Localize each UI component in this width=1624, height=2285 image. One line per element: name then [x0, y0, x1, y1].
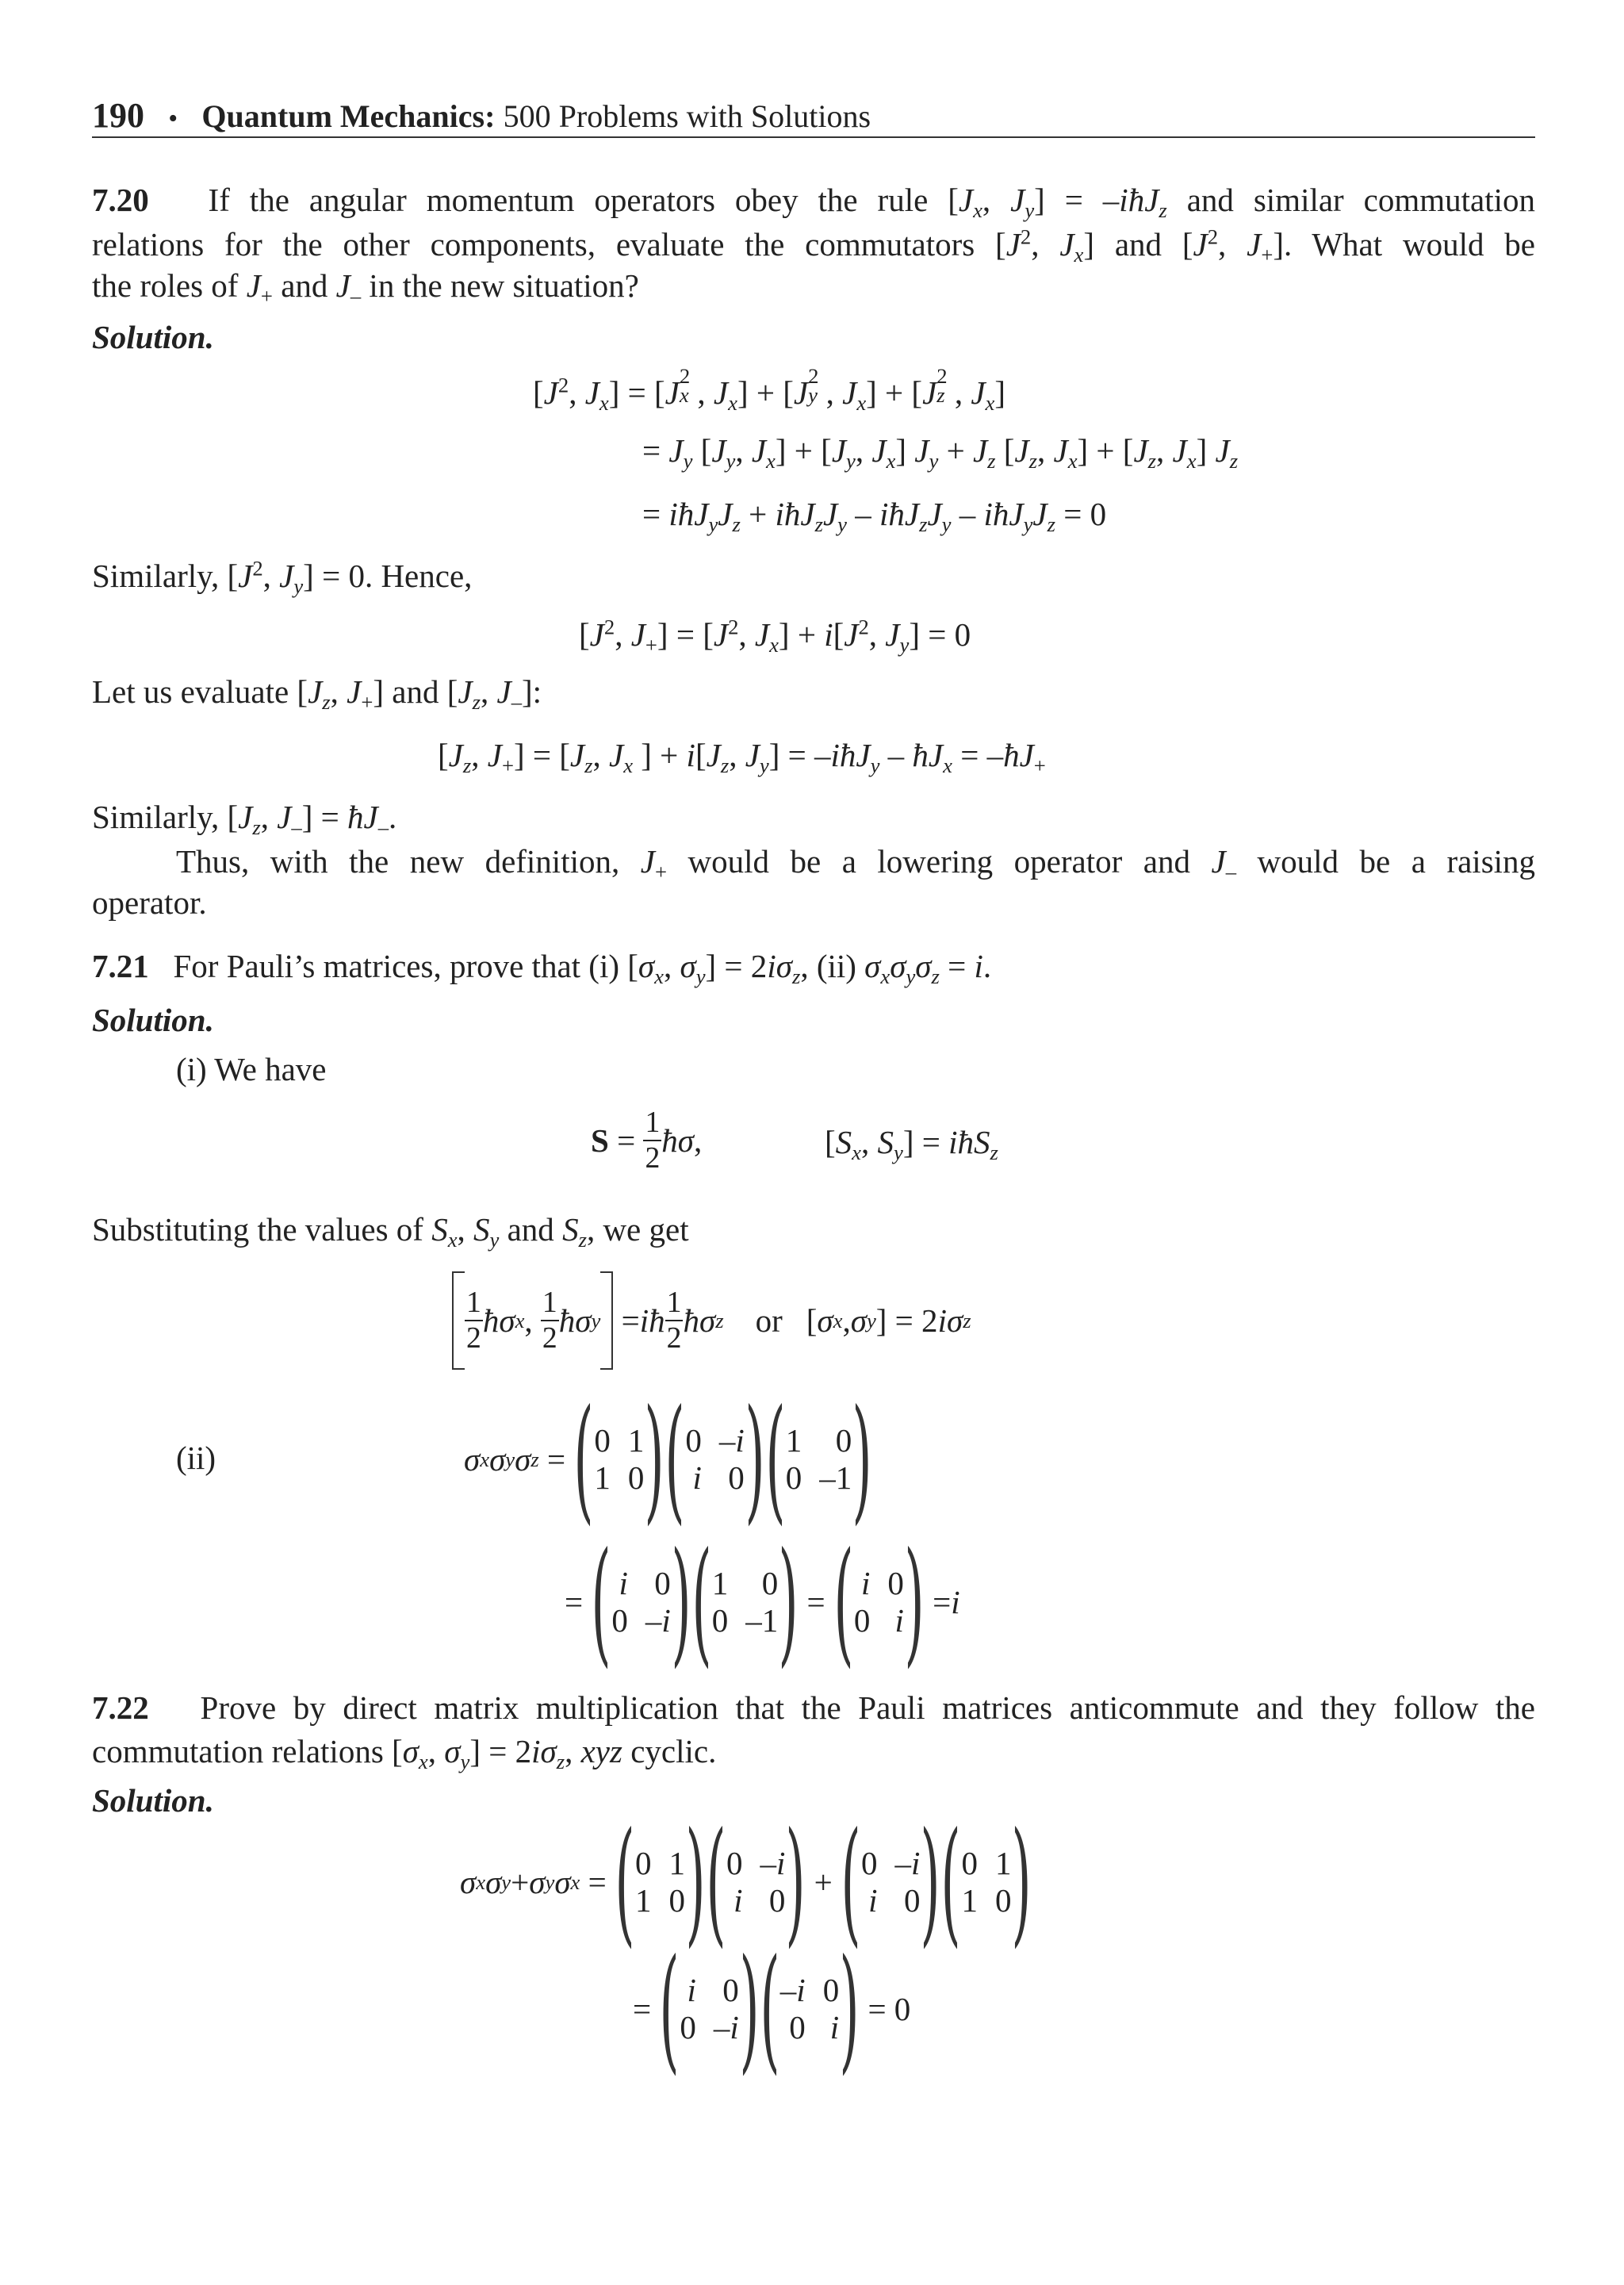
problem-7-22-text-b: commutation relations [92, 1733, 384, 1769]
we-have: (i) We have [176, 1051, 327, 1087]
text-or: or [755, 1302, 783, 1339]
problem-number: 7.20 [92, 182, 149, 218]
problem-7-22-line2: commutation relations [$\sigma_x$, $\sigma_y] = 2i\sigma_z$, xyz cyclic. [92, 1733, 717, 1773]
text-let-us: Let us evaluate [ [92, 673, 308, 710]
text-hence: ] = 0. Hence, [303, 558, 473, 594]
equation-j2-jx-1: [$J^2$, $J_x] = [J$ 2 x , $J_x] + [J$ 2 y , $J_x] + [J$ 2 z , $J_x$] [533, 363, 1006, 415]
text-conclusion-b: would be a lowering operator and [688, 843, 1190, 880]
text-conclusion-a: Thus, with the new definition, [176, 843, 620, 880]
similarly-jz-jminus: Similarly, [$J_z$, $J_-$] = $ħJ_-$. [92, 799, 397, 839]
header-rule [92, 136, 1535, 138]
solution-label-7-22: Solution. [92, 1782, 214, 1819]
text-similarly-2: Similarly, [ [92, 799, 239, 835]
equation-sigma-product-1: σ x σ y σ z = ( 0 1 1 0 ) ( 0 –i i 0 ) ( 1 0 0 –1 ) [464, 1381, 872, 1538]
problem-7-21-statement: 7.21 For Pauli’s matrices, prove that (i) [$\sigma_x$, $\sigma_y] = 2i\sigma_z$, (ii) $\sigma_x\sigma_y\sigma_z = i$. [92, 948, 992, 988]
problem-7-20-line3: the roles of $J_+$ and $J_-$ in the new situation? [92, 267, 639, 308]
equation-anticommutator-2: = ( i 0 0 –i ) ( –i 0 0 i ) = 0 [633, 1930, 911, 2088]
problem-number-7-21: 7.21 [92, 948, 149, 984]
part-ii-label: (ii) [176, 1440, 216, 1476]
running-header [92, 98, 871, 133]
matrix-sigma-y-a: ( 0 –i i 0 ) [706, 1804, 806, 1961]
matrix-sigma-z-2: ( 1 0 0 –1 ) [691, 1524, 799, 1681]
matrix-result-i: ( i 0 0 i ) [833, 1524, 925, 1681]
text-we-get: we get [603, 1211, 689, 1248]
left-bracket [452, 1271, 465, 1370]
equation-j2-jx-3: = $iħJ_yJ_z$ + $iħJ_zJ_y$ – $iħJ_zJ_y$ – $iħJ_yJ_z = 0$ [642, 496, 1107, 536]
equation-anticommutator-1: σ x σ y + σ y σ x = ( 0 1 1 0 ) ( 0 –i i 0 ) + ( 0 –i i 0 ) ( 0 1 1 0 ) [460, 1804, 1032, 1961]
problem-7-22-text-a: Prove by direct matrix multiplication that the Pauli matrices anticommute and they follow the [200, 1689, 1536, 1726]
text-cyclic: cyclic. [630, 1733, 717, 1769]
problem-7-20-line1: 7.20 If the angular momentum operators obey the rule [$J_x$, $J_y$] = –iħJ$_z$ and similar commutation [92, 182, 1535, 222]
conclusion-line1: Thus, with the new definition, $J_+$ would be a lowering operator and $J_-$ would be a raising [176, 843, 1536, 884]
solution-label-7-21: Solution. [92, 1002, 214, 1038]
text-substituting: Substituting the values of [92, 1211, 423, 1248]
conclusion-line2: operator. [92, 884, 207, 921]
matrix-result-a: ( i 0 0 –i ) [659, 1930, 760, 2088]
equation-sigma-product-2: = ( i 0 0 –i ) ( 1 0 0 –1 ) = ( i 0 0 i ) = i [565, 1524, 960, 1681]
matrix-product-xy: ( i 0 0 –i ) [591, 1524, 691, 1681]
problem-7-22-line1 [92, 1685, 1535, 1730]
similarly-j2-jy: Similarly, [$J^2$, $J_y] = 0$. Hence, [92, 556, 473, 598]
problem-7-21-text: For Pauli’s matrices, prove that (i) [173, 948, 619, 984]
problem-number-7-22: 7.22 [92, 1689, 149, 1726]
equation-jz-jplus: [$J_z$, $J_+] = [J_z$, $J_x$ ] + $i[J_z$, $J_y$] = –iħJ$_y$ – $ħJ_x$ = $-ħJ_+$ [438, 737, 1046, 777]
substituting-text: Substituting the values of $S_x$, $S_y$ and $S_z$, we get [92, 1211, 689, 1252]
equation-sx-sy-commutator: [$S_x$, $S_y$] = iħS$_z$ [825, 1124, 998, 1164]
matrix-sigma-x-b: ( 0 1 1 0 ) [940, 1804, 1032, 1961]
right-bracket [600, 1271, 613, 1370]
equation-substituted-commutator: $\frac{1}{2}$ ħσ x , $\frac{1}{2}$ ħσ y = iħ $\frac{1}{2}$ ħσ z or [ σ x , σ y ] = 2 iσ z [452, 1269, 971, 1372]
matrix-sigma-z: ( 1 0 0 –1 ) [765, 1381, 872, 1538]
matrix-sigma-y: ( 0 –i i 0 ) [665, 1381, 765, 1538]
header-bullet: • [168, 104, 178, 133]
matrix-sigma-x: ( 0 1 1 0 ) [573, 1381, 665, 1538]
equation-j2-jx-2: = $J_y$ [$J_y$, $J_x] + [J_y$, $J_x$] $J_y + J_z$ [$J_z$, $J_x] + [J_z$, $J_x$] $J_z$ [642, 432, 1239, 473]
matrix-result-b: ( –i 0 0 i ) [760, 1930, 860, 2088]
let-us-evaluate: Let us evaluate [$J_z$, $J_+$] and [$J_z$, $J_-$]: [92, 673, 542, 714]
matrix-sigma-y-b: ( 0 –i i 0 ) [841, 1804, 941, 1961]
book-title: Quantum Mechanics: [201, 98, 496, 134]
problem-7-20-line2: relations for the other components, evaluate the commutators [$J^2$, $J_x$] and [$J^2$, $J_+$]. What would be [92, 224, 1535, 266]
equation-j2-jplus: [$J^2$, $J_+] = [J^2$, $J_x] + i[J^2$, $J_y] = 0$ [579, 615, 971, 657]
book-subtitle: 500 Problems with Solutions [503, 98, 871, 134]
text-similarly: Similarly, [ [92, 558, 239, 594]
matrix-sigma-x-a: ( 0 1 1 0 ) [615, 1804, 706, 1961]
solution-label: Solution. [92, 319, 214, 355]
equation-spin-definition: S = $\frac{1}{2}$ ħσ , [591, 1105, 703, 1175]
text-conclusion-c: would be a raising [1257, 843, 1536, 880]
page-number: 190 [92, 96, 144, 135]
